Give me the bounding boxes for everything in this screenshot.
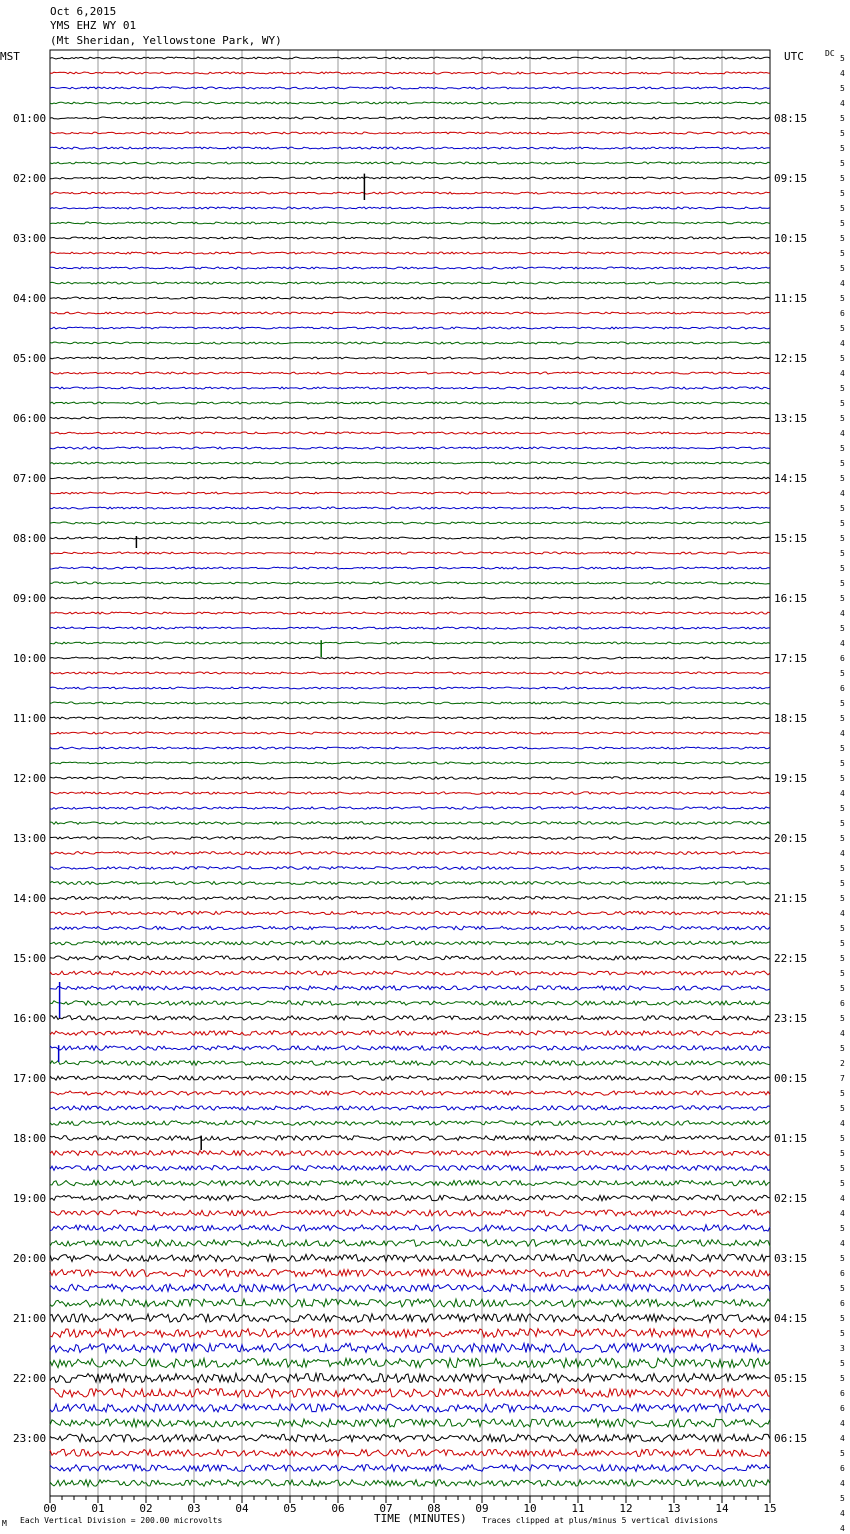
trace-55: [50, 867, 770, 870]
left-hour-label: 01:00: [13, 112, 47, 125]
dc-value: 6: [840, 684, 845, 693]
trace-65: [50, 1016, 770, 1020]
right-hour-label: 23:15: [774, 1012, 808, 1025]
dc-value: 5: [840, 894, 845, 903]
x-tick-label: 13: [667, 1502, 681, 1515]
trace-54: [50, 852, 770, 855]
left-axis-label: MST: [0, 50, 20, 63]
x-tick-label: 04: [235, 1502, 249, 1515]
dc-value: 5: [840, 1014, 845, 1023]
dc-value: 5: [840, 324, 845, 333]
dc-value: 6: [840, 1389, 845, 1398]
x-tick-label: 00: [43, 1502, 57, 1515]
dc-value: 6: [840, 1464, 845, 1473]
dc-value: 4: [840, 99, 845, 108]
dc-value: 4: [840, 279, 845, 288]
left-hour-label: 20:00: [13, 1252, 47, 1265]
trace-80: [50, 1240, 770, 1247]
x-tick-label: 07: [379, 1502, 393, 1515]
dc-value: 5: [840, 759, 845, 768]
right-hour-label: 12:15: [774, 352, 808, 365]
dc-value: 4: [840, 1524, 845, 1533]
right-hour-label: 19:15: [774, 772, 808, 785]
trace-21: [50, 357, 770, 359]
trace-43: [50, 687, 770, 689]
left-hour-label: 10:00: [13, 652, 47, 665]
dc-value: 3: [840, 1344, 845, 1353]
left-hour-label: 11:00: [13, 712, 47, 725]
x-tick-label: 15: [763, 1502, 777, 1515]
dc-value: 4: [840, 1209, 845, 1218]
dc-value: 5: [840, 744, 845, 753]
left-hour-label: 12:00: [13, 772, 47, 785]
dc-label: DC: [825, 49, 835, 58]
left-hour-label: 09:00: [13, 592, 47, 605]
right-hour-label: 14:15: [774, 472, 808, 485]
dc-value: 5: [840, 249, 845, 258]
x-axis-label: TIME (MINUTES): [374, 1512, 467, 1525]
dc-value: 5: [840, 1134, 845, 1143]
trace-4: [50, 102, 770, 104]
trace-64: [50, 1001, 770, 1005]
dc-value: 6: [840, 654, 845, 663]
x-tick-label: 05: [283, 1502, 297, 1515]
footer-clip-note: Traces clipped at plus/minus 5 vertical divisions: [482, 1516, 719, 1525]
trace-72: [50, 1121, 770, 1126]
right-hour-label: 18:15: [774, 712, 808, 725]
trace-39: [50, 627, 770, 629]
x-tick-label: 11: [571, 1502, 585, 1515]
dc-value: 5: [840, 354, 845, 363]
trace-16: [50, 282, 770, 284]
dc-value: 5: [840, 264, 845, 273]
dc-value: 5: [840, 1284, 845, 1293]
left-hour-label: 17:00: [13, 1072, 47, 1085]
left-hour-label: 02:00: [13, 172, 47, 185]
trace-30: [50, 492, 770, 494]
dc-value: 4: [840, 1194, 845, 1203]
trace-36: [50, 582, 770, 584]
trace-26: [50, 432, 770, 434]
dc-value: 4: [840, 429, 845, 438]
dc-value: 5: [840, 399, 845, 408]
trace-49: [50, 777, 770, 779]
dc-value: 5: [840, 564, 845, 573]
right-hour-label: 17:15: [774, 652, 808, 665]
right-axis-label: UTC: [784, 50, 804, 63]
dc-value: 5: [840, 1224, 845, 1233]
right-hour-label: 02:15: [774, 1192, 808, 1205]
dc-value: 4: [840, 609, 845, 618]
trace-42: [50, 672, 770, 674]
dc-value: 5: [840, 804, 845, 813]
dc-value: 5: [840, 1164, 845, 1173]
trace-29: [50, 477, 770, 479]
trace-77: [50, 1195, 770, 1201]
trace-53: [50, 837, 770, 840]
dc-value: 5: [840, 864, 845, 873]
left-hour-label: 15:00: [13, 952, 47, 965]
x-tick-label: 03: [187, 1502, 201, 1515]
dc-value: 6: [840, 1269, 845, 1278]
trace-5: [50, 117, 770, 119]
trace-78: [50, 1210, 770, 1216]
dc-value: 5: [840, 1044, 845, 1053]
trace-7: [50, 147, 770, 149]
dc-value: 7: [840, 1074, 845, 1083]
left-hour-label: 03:00: [13, 232, 47, 245]
left-hour-label: 05:00: [13, 352, 47, 365]
dc-value: 5: [840, 669, 845, 678]
trace-38: [50, 612, 770, 614]
right-hour-label: 09:15: [774, 172, 808, 185]
dc-value: 2: [840, 1059, 845, 1068]
trace-83: [50, 1284, 770, 1292]
right-hour-label: 10:15: [774, 232, 808, 245]
dc-value: 4: [840, 639, 845, 648]
trace-51: [50, 807, 770, 809]
trace-33: [50, 537, 770, 539]
trace-28: [50, 462, 770, 464]
trace-17: [50, 297, 770, 299]
dc-value: 5: [840, 384, 845, 393]
x-tick-label: 08: [427, 1502, 441, 1515]
trace-45: [50, 717, 770, 719]
right-hour-label: 05:15: [774, 1372, 808, 1385]
dc-value: 5: [840, 774, 845, 783]
dc-value: 5: [840, 1149, 845, 1158]
trace-34: [50, 552, 770, 554]
trace-11: [50, 207, 770, 209]
trace-44: [50, 702, 770, 704]
trace-25: [50, 417, 770, 419]
x-tick-label: 10: [523, 1502, 537, 1515]
right-hour-label: 21:15: [774, 892, 808, 905]
x-tick-label: 06: [331, 1502, 345, 1515]
trace-35: [50, 567, 770, 569]
trace-68: [50, 1061, 770, 1066]
trace-13: [50, 237, 770, 239]
dc-value: 5: [840, 924, 845, 933]
trace-24: [50, 402, 770, 404]
trace-86: [50, 1329, 770, 1338]
dc-value: 4: [840, 1029, 845, 1038]
dc-value: 5: [840, 159, 845, 168]
dc-value: 4: [840, 909, 845, 918]
dc-value: 5: [840, 84, 845, 93]
right-hour-label: 20:15: [774, 832, 808, 845]
trace-56: [50, 882, 770, 885]
trace-88: [50, 1358, 770, 1368]
trace-90: [50, 1389, 770, 1398]
trace-1: [50, 57, 770, 59]
trace-2: [50, 72, 770, 74]
dc-value: 5: [840, 474, 845, 483]
left-hour-label: 08:00: [13, 532, 47, 545]
dc-value: 5: [840, 129, 845, 138]
dc-value: 5: [840, 294, 845, 303]
right-hour-label: 08:15: [774, 112, 808, 125]
trace-31: [50, 507, 770, 509]
dc-value: 5: [840, 969, 845, 978]
dc-value: 5: [840, 1449, 845, 1458]
trace-74: [50, 1151, 770, 1156]
trace-27: [50, 447, 770, 449]
left-hour-labels: [13, 112, 46, 1445]
trace-70: [50, 1091, 770, 1095]
right-hour-label: 00:15: [774, 1072, 808, 1085]
dc-value: 5: [840, 459, 845, 468]
dc-value: 5: [840, 114, 845, 123]
dc-value: 5: [840, 594, 845, 603]
trace-59: [50, 926, 770, 930]
dc-value: 5: [840, 834, 845, 843]
left-hour-label: 22:00: [13, 1372, 47, 1385]
trace-84: [50, 1299, 770, 1307]
dc-value: 5: [840, 519, 845, 528]
dc-value: 4: [840, 849, 845, 858]
trace-79: [50, 1225, 770, 1231]
dc-value-labels: [840, 54, 845, 1534]
x-tick-label: 01: [91, 1502, 105, 1515]
right-hour-label: 01:15: [774, 1132, 808, 1145]
trace-63: [50, 986, 770, 990]
dc-value: 4: [840, 339, 845, 348]
location-label: (Mt Sheridan, Yellowstone Park, WY): [50, 34, 282, 47]
right-hour-label: 11:15: [774, 292, 808, 305]
trace-73: [50, 1136, 770, 1141]
trace-94: [50, 1449, 770, 1456]
x-tick-label: 02: [139, 1502, 153, 1515]
trace-62: [50, 971, 770, 975]
right-hour-label: 13:15: [774, 412, 808, 425]
left-hour-label: 14:00: [13, 892, 47, 905]
trace-19: [50, 327, 770, 329]
dc-value: 5: [840, 504, 845, 513]
dc-value: 5: [840, 144, 845, 153]
trace-60: [50, 941, 770, 945]
dc-value: 4: [840, 489, 845, 498]
trace-85: [50, 1314, 770, 1322]
dc-value: 5: [840, 939, 845, 948]
trace-50: [50, 792, 770, 794]
right-hour-label: 04:15: [774, 1312, 808, 1325]
dc-value: 5: [840, 879, 845, 888]
date-label: Oct 6,2015: [50, 5, 117, 18]
dc-value: 4: [840, 369, 845, 378]
right-hour-labels: [774, 112, 807, 1445]
trace-23: [50, 387, 770, 389]
dc-value: 5: [840, 534, 845, 543]
dc-value: 6: [840, 999, 845, 1008]
trace-75: [50, 1165, 770, 1170]
dc-value: 5: [840, 984, 845, 993]
dc-value: 6: [840, 309, 845, 318]
trace-87: [50, 1343, 770, 1352]
footer-scale-note: Each Vertical Division = 200.00 microvolts: [20, 1516, 223, 1525]
dc-value: 5: [840, 699, 845, 708]
trace-10: [50, 192, 770, 194]
dc-value: 5: [840, 1329, 845, 1338]
dc-value: 5: [840, 54, 845, 63]
dc-value: 5: [840, 204, 845, 213]
footer-corner-mark: M: [2, 1519, 7, 1528]
left-hour-label: 13:00: [13, 832, 47, 845]
x-tick-label: 09: [475, 1502, 489, 1515]
dc-value: 4: [840, 1239, 845, 1248]
dc-value: 5: [840, 549, 845, 558]
trace-66: [50, 1031, 770, 1036]
dc-value: 5: [840, 579, 845, 588]
dc-value: 5: [840, 444, 845, 453]
x-tick-label: 12: [619, 1502, 633, 1515]
dc-value: 5: [840, 189, 845, 198]
trace-57: [50, 896, 770, 899]
trace-69: [50, 1076, 770, 1080]
trace-18: [50, 312, 770, 314]
left-hour-label: 19:00: [13, 1192, 47, 1205]
dc-value: 5: [840, 624, 845, 633]
left-hour-label: 16:00: [13, 1012, 47, 1025]
trace-40: [50, 642, 770, 644]
trace-22: [50, 372, 770, 374]
dc-value: 5: [840, 414, 845, 423]
right-hour-label: 15:15: [774, 532, 808, 545]
trace-32: [50, 522, 770, 524]
dc-value: 4: [840, 789, 845, 798]
trace-58: [50, 911, 770, 914]
trace-12: [50, 222, 770, 224]
trace-15: [50, 267, 770, 269]
right-hour-label: 06:15: [774, 1432, 808, 1445]
trace-8: [50, 162, 770, 164]
dc-value: 5: [840, 1089, 845, 1098]
trace-96: [50, 1480, 770, 1487]
trace-3: [50, 87, 770, 89]
dc-value: 5: [840, 219, 845, 228]
dc-value: 5: [840, 1494, 845, 1503]
dc-value: 4: [840, 1509, 845, 1518]
left-hour-label: 04:00: [13, 292, 47, 305]
dc-value: 5: [840, 954, 845, 963]
trace-46: [50, 732, 770, 734]
right-hour-label: 22:15: [774, 952, 808, 965]
left-hour-label: 07:00: [13, 472, 47, 485]
left-hour-label: 18:00: [13, 1132, 47, 1145]
dc-value: 5: [840, 819, 845, 828]
trace-48: [50, 762, 770, 764]
left-hour-label: 06:00: [13, 412, 47, 425]
right-hour-label: 03:15: [774, 1252, 808, 1265]
trace-71: [50, 1106, 770, 1110]
trace-52: [50, 822, 770, 825]
dc-value: 5: [840, 1314, 845, 1323]
left-hour-label: 23:00: [13, 1432, 47, 1445]
dc-value: 6: [840, 1299, 845, 1308]
dc-value: 4: [840, 1479, 845, 1488]
x-tick-label: 14: [715, 1502, 729, 1515]
trace-95: [50, 1465, 770, 1472]
right-hour-label: 16:15: [774, 592, 808, 605]
trace-92: [50, 1419, 770, 1427]
trace-9: [50, 177, 770, 179]
trace-14: [50, 252, 770, 254]
dc-value: 5: [840, 174, 845, 183]
trace-67: [50, 1046, 770, 1051]
dc-value: 4: [840, 1434, 845, 1443]
trace-82: [50, 1269, 770, 1276]
trace-20: [50, 342, 770, 344]
dc-value: 5: [840, 1254, 845, 1263]
trace-93: [50, 1434, 770, 1442]
dc-value: 4: [840, 1119, 845, 1128]
dc-value: 6: [840, 1404, 845, 1413]
trace-group: [50, 57, 770, 1486]
trace-47: [50, 747, 770, 749]
trace-6: [50, 132, 770, 134]
dc-value: 5: [840, 1104, 845, 1113]
trace-81: [50, 1254, 770, 1261]
left-hour-label: 21:00: [13, 1312, 47, 1325]
dc-value: 5: [840, 234, 845, 243]
dc-value: 4: [840, 729, 845, 738]
dc-value: 5: [840, 714, 845, 723]
trace-37: [50, 597, 770, 599]
dc-value: 5: [840, 1179, 845, 1188]
trace-61: [50, 956, 770, 960]
trace-91: [50, 1404, 770, 1412]
dc-value: 4: [840, 69, 845, 78]
station-label: YMS EHZ WY 01: [50, 19, 137, 32]
trace-89: [50, 1373, 770, 1382]
dc-value: 5: [840, 1374, 845, 1383]
trace-76: [50, 1180, 770, 1185]
trace-41: [50, 657, 770, 659]
dc-value: 5: [840, 1359, 845, 1368]
dc-value: 4: [840, 1419, 845, 1428]
